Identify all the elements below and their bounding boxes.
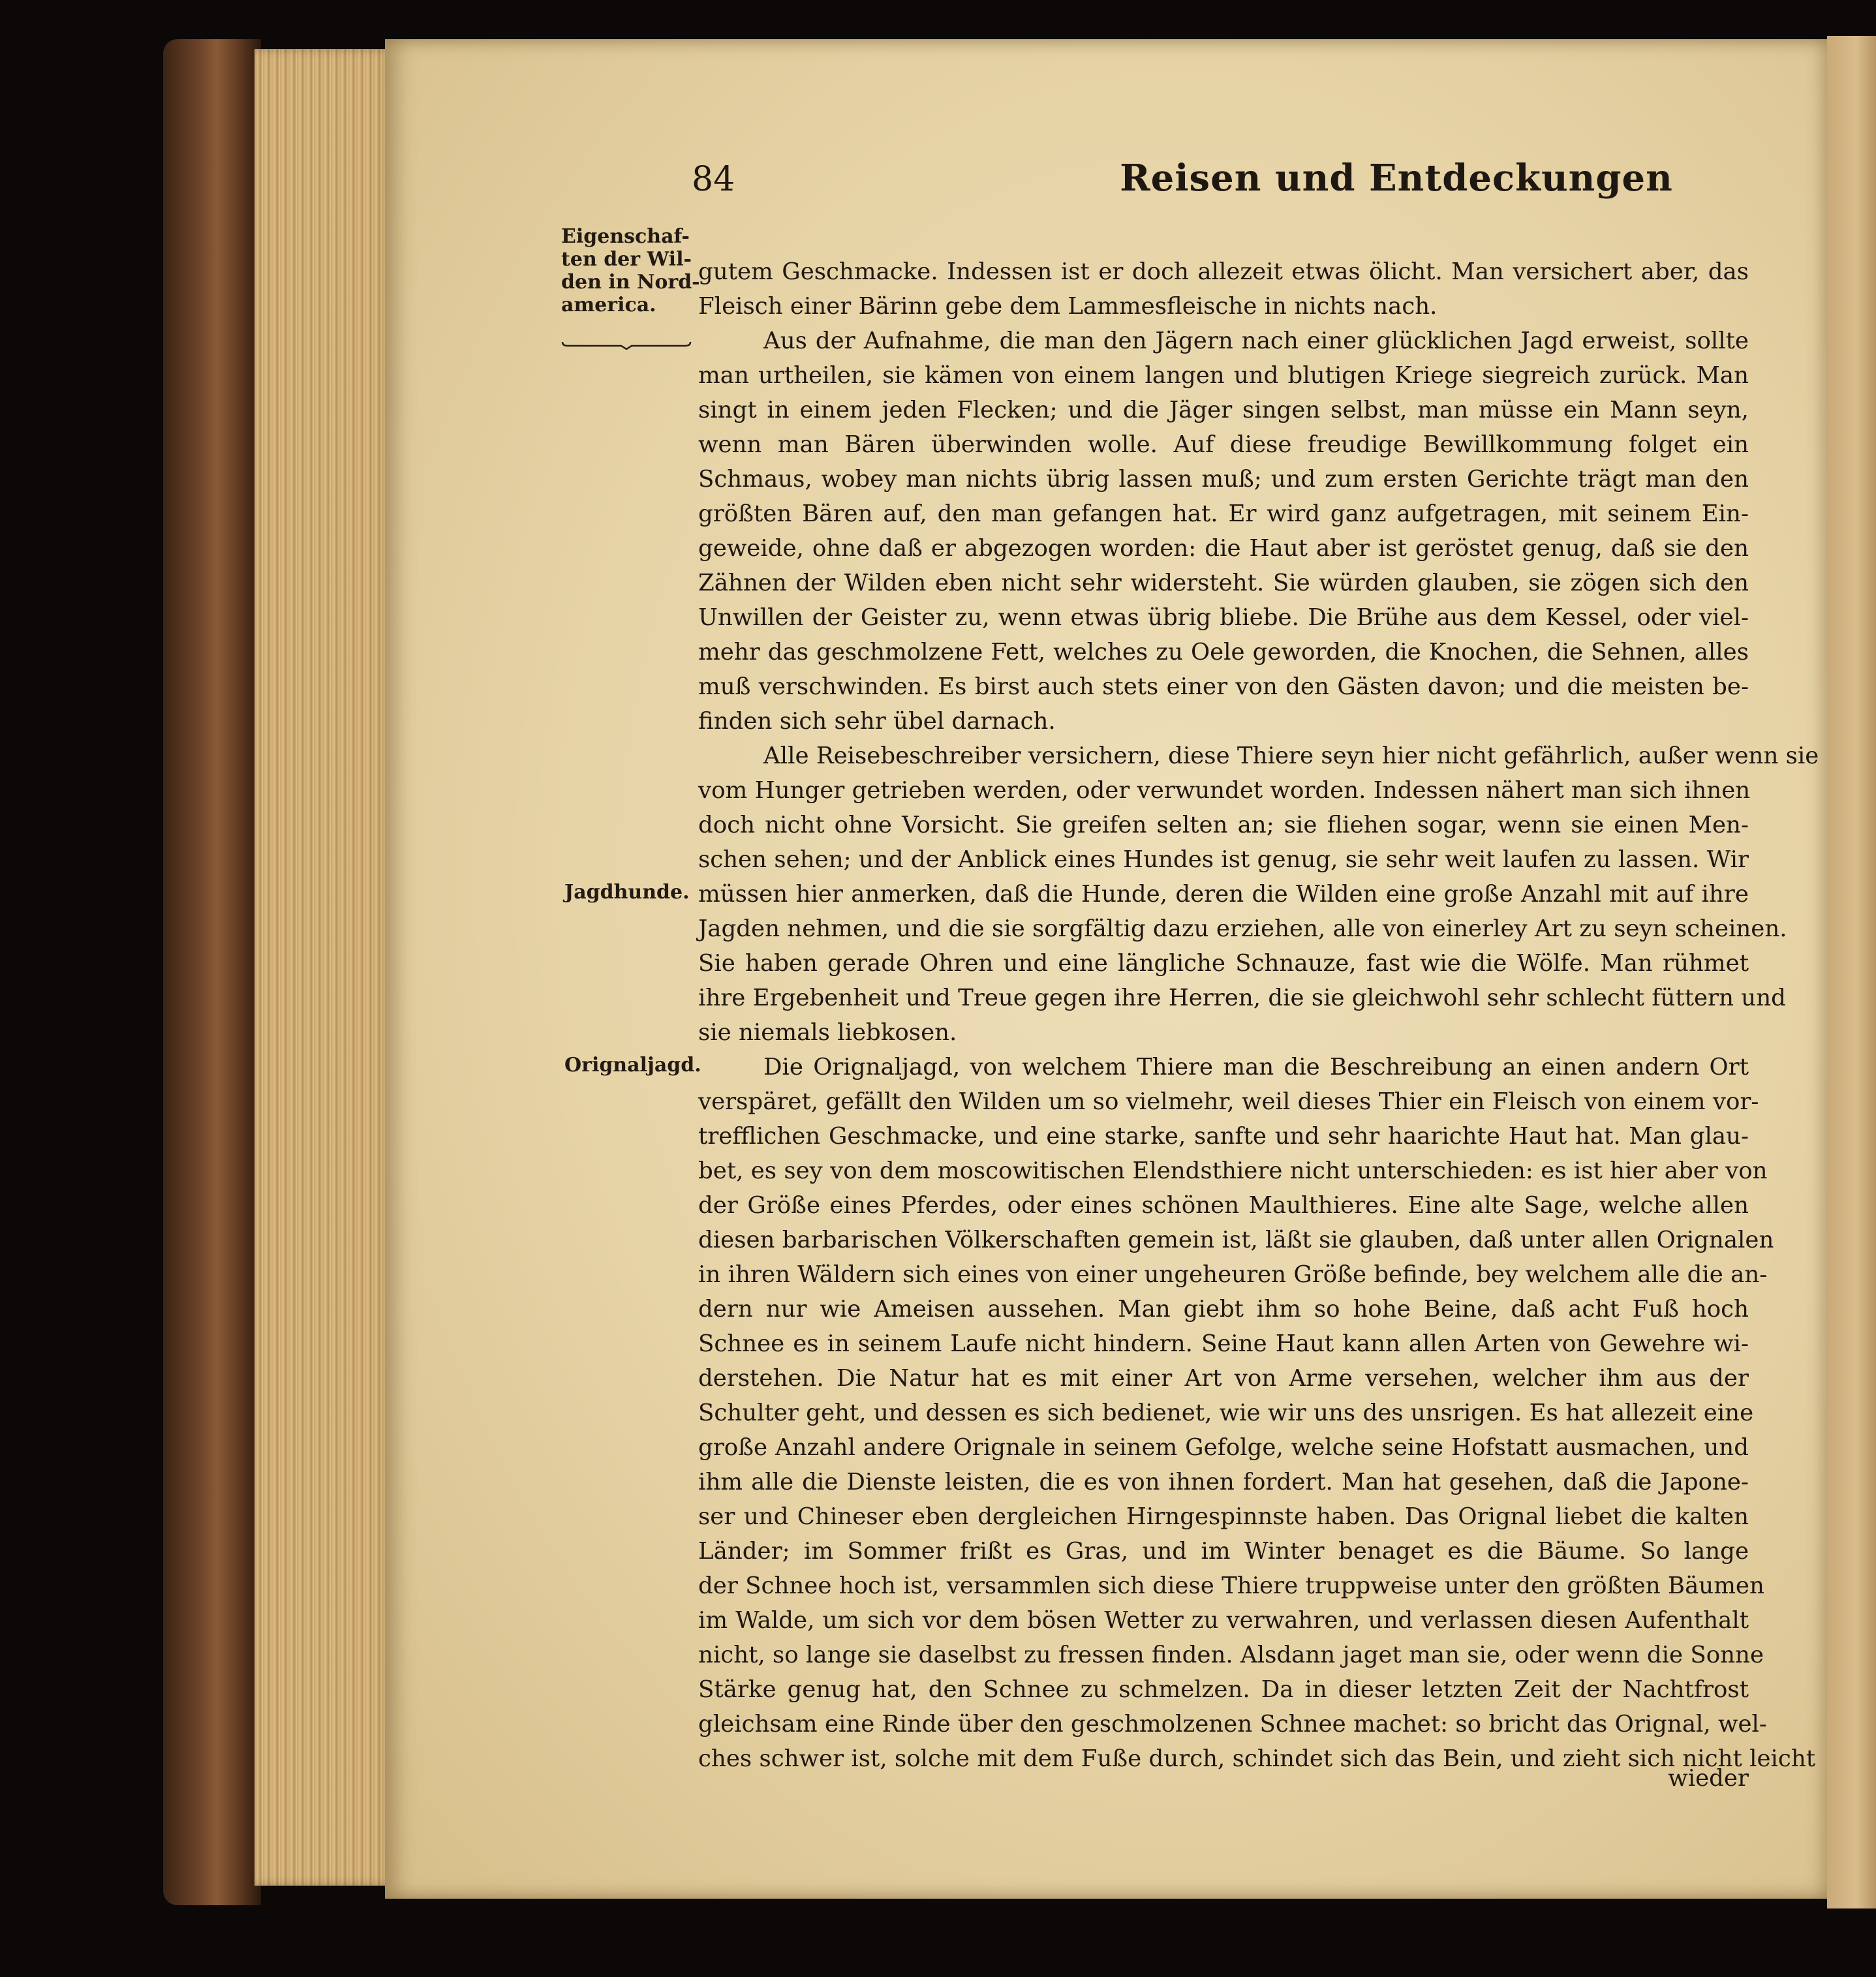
text-line: man urtheilen, sie kämen von einem langen und blutigen Kriege siegreich zurück. Man (698, 362, 1749, 389)
text-line: Länder; im Sommer frißt es Gras, und im Winter benaget es die Bäume. So lange (698, 1538, 1749, 1565)
text-line: muß verschwinden. Es birst auch stets einer von den Gästen davon; und die meisten be- (698, 673, 1749, 700)
text-line: geweide, ohne daß er abgezogen worden: die Haut aber ist geröstet genug, daß sie den (698, 535, 1749, 562)
text-line: bet, es sey von dem moscowitischen Elendsthiere nicht unterschieden: es ist hier aber von (698, 1157, 1768, 1184)
text-line: große Anzahl andere Orignale in seinem Gefolge, welche seine Hofstatt ausmachen, und (698, 1434, 1749, 1461)
text-line: Sie haben gerade Ohren und eine längliche Schnauze, fast wie die Wölfe. Man rühmet (698, 950, 1749, 977)
text-line: gleichsam eine Rinde über den geschmolzenen Schnee machet: so bricht das Orignal, wel- (698, 1711, 1767, 1738)
page-number: 84 (692, 160, 735, 199)
text-line: Unwillen der Geister zu, wenn etwas übrig bliebe. Die Brühe aus dem Kessel, oder viel- (698, 604, 1749, 631)
text-line: derstehen. Die Natur hat es mit einer Art von Arme versehen, welcher ihm aus der (698, 1365, 1749, 1392)
text-line: ihm alle die Dienste leisten, die es von ihnen fordert. Man hat gesehen, daß die Japone- (698, 1469, 1749, 1495)
text-line: Aus der Aufnahme, die man den Jägern nach einer glücklichen Jagd erweist, sollte (763, 328, 1749, 354)
text-line: diesen barbarischen Völkerschaften gemein ist, läßt sie glauben, daß unter allen Orignalen (698, 1227, 1774, 1253)
text-line: Schmaus, wobey man nichts übrig lassen muß; und zum ersten Gerichte trägt man den (698, 466, 1749, 493)
running-title: Reisen und Entdeckungen (1120, 157, 1673, 200)
text-line: Schnee es in seinem Laufe nicht hindern. Seine Haut kann allen Arten von Gewehre wi- (698, 1330, 1749, 1357)
facing-page-edge (1827, 36, 1876, 1908)
text-line: ches schwer ist, solche mit dem Fuße durch, schindet sich das Bein, und zieht sich nicht leicht (698, 1745, 1816, 1772)
text-line: doch nicht ohne Vorsicht. Sie greifen selten an; sie fliehen sogar, wenn sie einen Men- (698, 812, 1749, 838)
margin-note-hunting-dogs: Jagdhunde. (564, 881, 690, 904)
text-line: schen sehen; und der Anblick eines Hundes ist genug, sie sehr weit laufen zu lassen. Wir (698, 846, 1749, 873)
body-text (698, 254, 1819, 1776)
text-line: größten Bären auf, den man gefangen hat. Er wird ganz aufgetragen, mit seinem Ein- (698, 500, 1749, 527)
text-line: ihre Ergebenheit und Treue gegen ihre Herren, die sie gleichwohl sehr schlecht füttern und (698, 985, 1786, 1011)
text-line: Alle Reisebeschreiber versichern, diese Thiere seyn hier nicht gefährlich, außer wenn sie (763, 743, 1819, 769)
text-line: vom Hunger getrieben werden, oder verwundet worden. Indessen nähert man sich ihnen (698, 777, 1751, 804)
page-content (385, 39, 1827, 1899)
page-edges (254, 49, 392, 1886)
text-line: im Walde, um sich vor dem bösen Wetter zu verwahren, und verlassen diesen Aufenthalt (698, 1607, 1749, 1634)
margin-note-moose-hunt: Orignaljagd. (564, 1054, 701, 1077)
text-line: Fleisch einer Bärinn gebe dem Lammesfleische in nichts nach. (698, 293, 1438, 320)
book-spine (163, 39, 261, 1905)
text-line: in ihren Wäldern sich eines von einer ungeheuren Größe befinde, bey welchem alle die an- (698, 1261, 1768, 1288)
text-line: wenn man Bären überwinden wolle. Auf diese freudige Bewillkommung folget ein (698, 431, 1749, 458)
text-line: ser und Chineser eben dergleichen Hirngespinnste haben. Das Orignal liebet die kalten (698, 1503, 1749, 1530)
text-line: dern nur wie Ameisen aussehen. Man giebt ihm so hohe Beine, daß acht Fuß hoch (698, 1296, 1749, 1323)
text-line: mehr das geschmolzene Fett, welches zu Oele geworden, die Knochen, die Sehnen, alles (698, 639, 1749, 666)
text-line: singt in einem jeden Flecken; und die Jäger singen selbst, man müsse ein Mann seyn, (698, 397, 1749, 423)
text-line: gutem Geschmacke. Indessen ist er doch allezeit etwas ölicht. Man versichert aber, das (698, 258, 1749, 285)
text-line: nicht, so lange sie daselbst zu fressen finden. Alsdann jaget man sie, oder wenn die Sonne (698, 1642, 1764, 1668)
text-line: Die Orignaljagd, von welchem Thiere man die Beschreibung an einen andern Ort (763, 1054, 1749, 1080)
text-line: verspäret, gefällt den Wilden um so vielmehr, weil dieses Thier ein Fleisch von einem vor- (698, 1088, 1759, 1115)
margin-note-properties: Eigenschaf- ten der Wil- den in Nord- america. (561, 225, 700, 316)
text-line: Jagden nehmen, und die sie sorgfältig dazu erziehen, alle von einerley Art zu seyn scheinen. (698, 915, 1787, 942)
text-line: Zähnen der Wilden eben nicht sehr widersteht. Sie würden glauben, sie zögen sich den (698, 570, 1749, 596)
text-line: sie niemals liebkosen. (698, 1019, 957, 1046)
text-line: trefflichen Geschmacke, und eine starke, sanfte und sehr haarichte Haut hat. Man glau- (698, 1123, 1749, 1150)
margin-brace-rule (561, 339, 692, 350)
text-line: finden sich sehr übel darnach. (698, 708, 1056, 735)
text-line: Schulter geht, und dessen es sich bedienet, wie wir uns des unsrigen. Es hat allezeit eine (698, 1400, 1754, 1426)
text-line: der Schnee hoch ist, versammlen sich diese Thiere truppweise unter den größten Bäumen (698, 1572, 1764, 1599)
catchword: wieder (1668, 1765, 1749, 1792)
text-line: Stärke genug hat, den Schnee zu schmelzen. Da in dieser letzten Zeit der Nachtfrost (698, 1676, 1749, 1703)
text-line: müssen hier anmerken, daß die Hunde, deren die Wilden eine große Anzahl mit auf ihre (698, 881, 1749, 908)
text-line: der Größe eines Pferdes, oder eines schönen Maulthieres. Eine alte Sage, welche allen (698, 1192, 1749, 1219)
